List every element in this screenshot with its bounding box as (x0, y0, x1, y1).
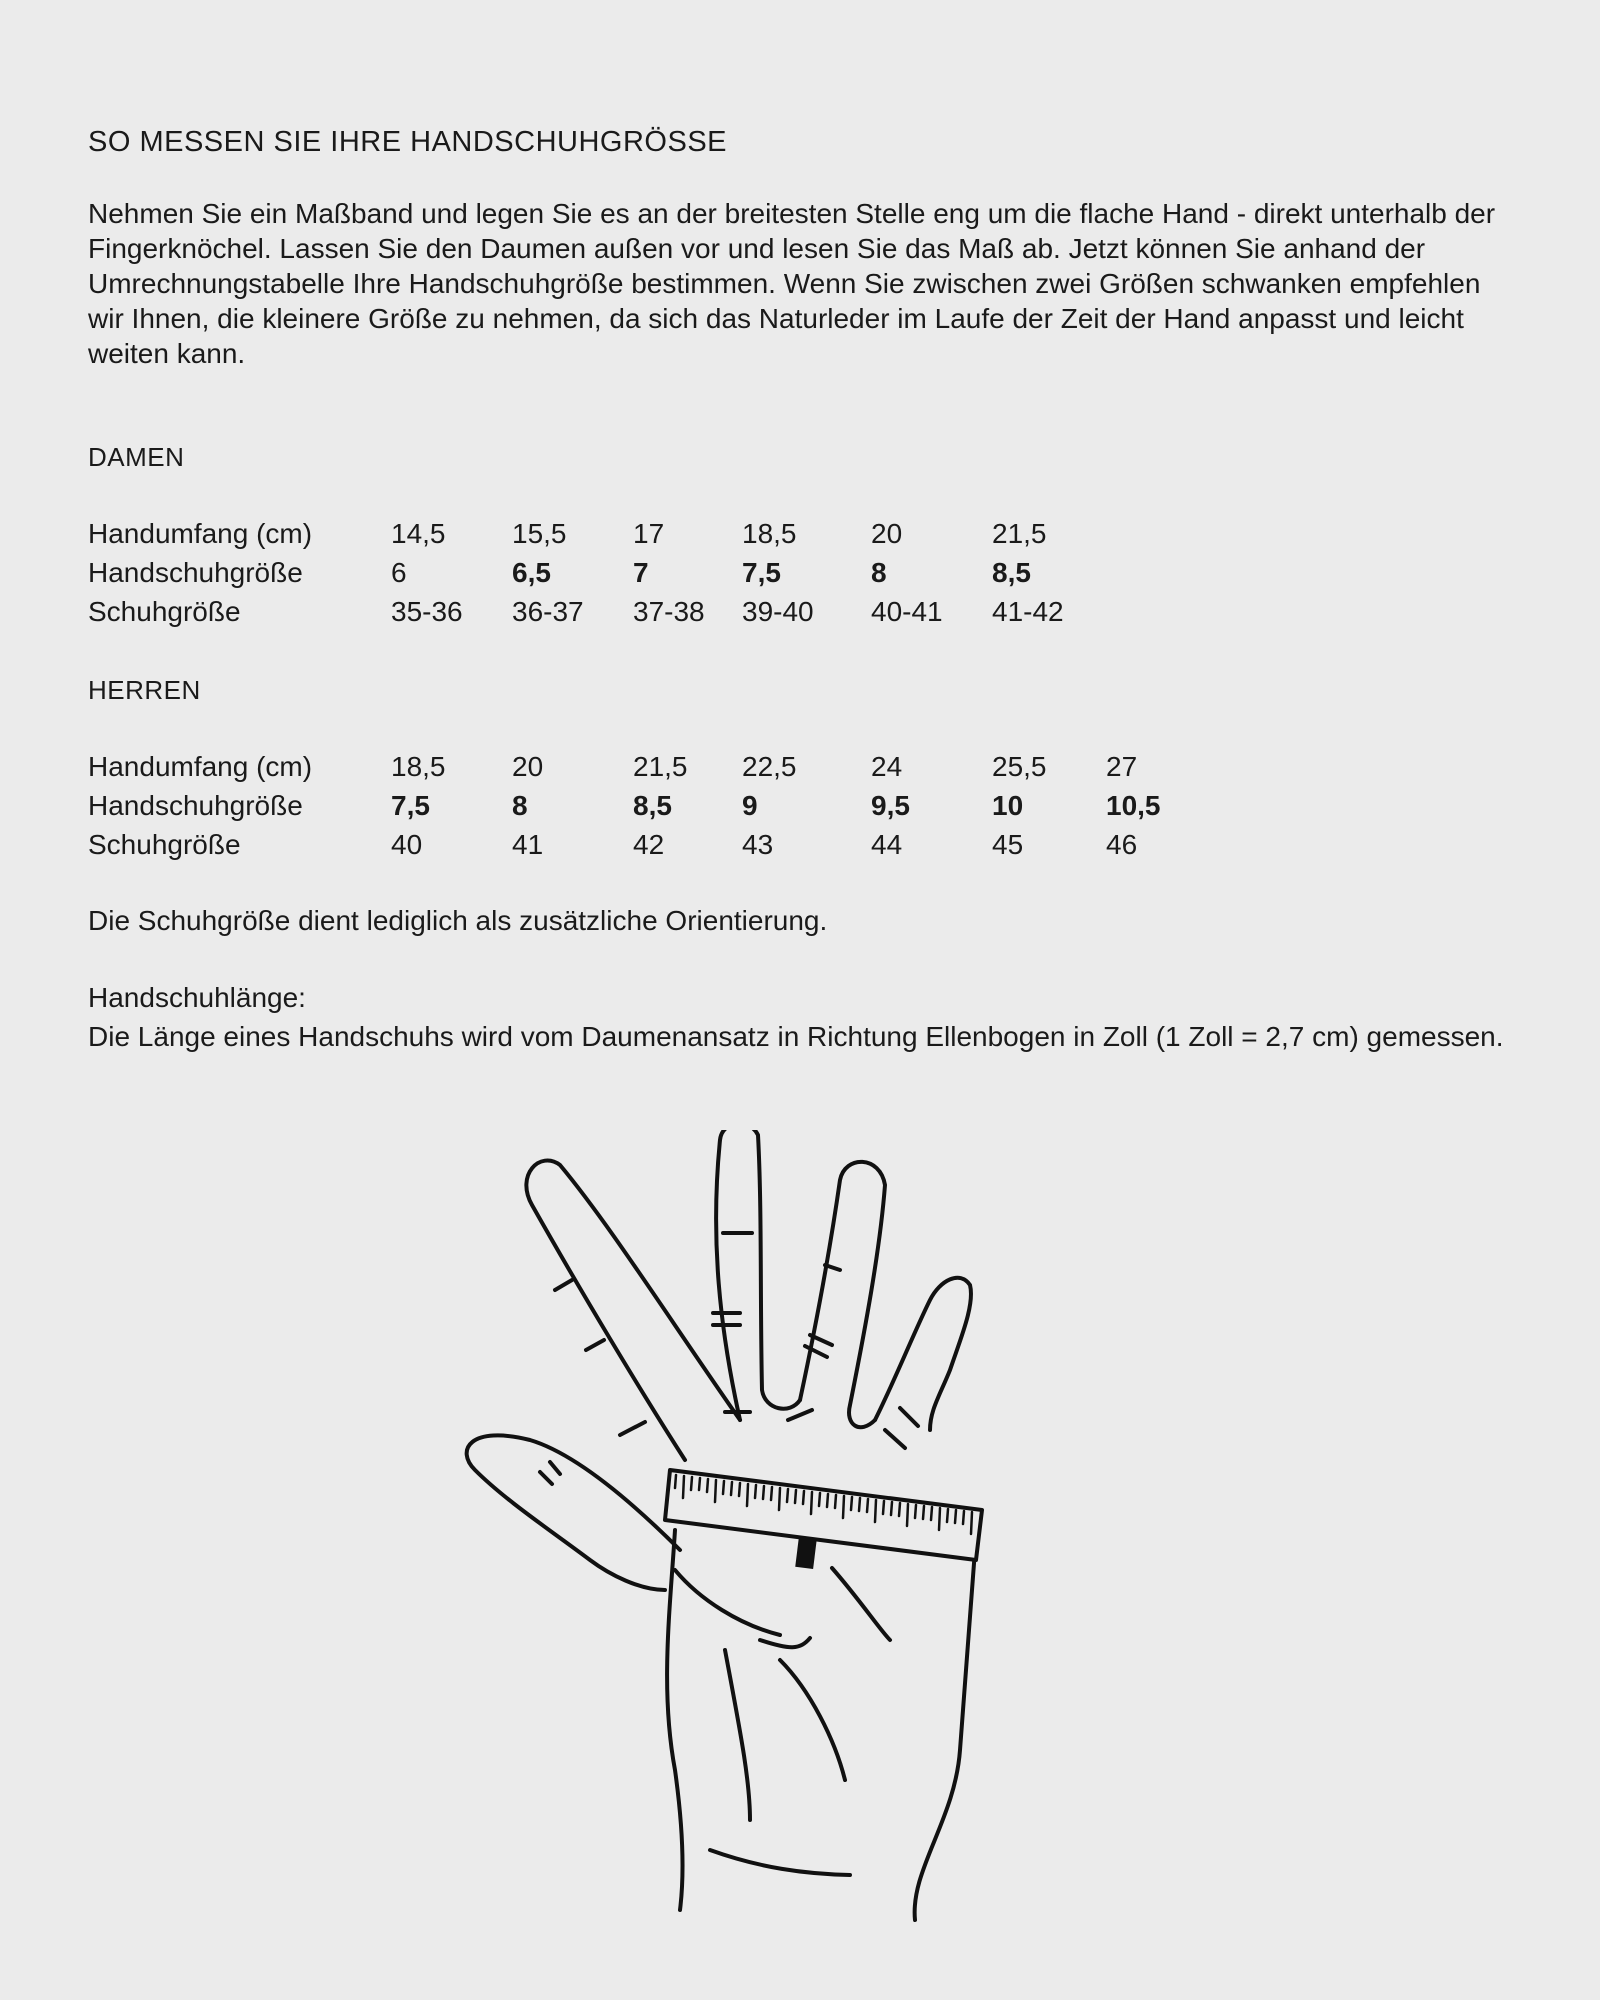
table-cell: 21,5 (633, 750, 688, 782)
table-cell: 42 (633, 828, 665, 860)
table-cell: 18,5 (742, 517, 797, 549)
page-title: SO MESSEN SIE IHRE HANDSCHUHGRÖSSE (88, 126, 727, 158)
table-cell: 22,5 (742, 750, 797, 782)
table-cell: 24 (871, 750, 903, 782)
table-cell: 35-36 (391, 595, 463, 627)
row-label: Handschuhgröße (88, 556, 303, 588)
table-cell: 15,5 (512, 517, 567, 549)
glove-length-text: Die Länge eines Handschuhs wird vom Daumenansatz in Richtung Ellenbogen in Zoll (1 Zoll = 2,7 cm) gemessen. (88, 1021, 1504, 1052)
table-row (88, 786, 1206, 825)
damen-size-table (88, 514, 1106, 631)
table-cell: 41-42 (992, 595, 1064, 627)
table-cell: 8 (871, 556, 887, 588)
glove-length-label: Handschuhlänge: (88, 982, 306, 1013)
table-cell: 43 (742, 828, 774, 860)
table-row (88, 747, 1206, 786)
table-cell: 20 (871, 517, 903, 549)
table-cell: 40-41 (871, 595, 943, 627)
intro-paragraph: Nehmen Sie ein Maßband und legen Sie es an der breitesten Stelle eng um die flache Hand - direkt unterhalb der Fingerknöchel. Lassen Sie den Daumen außen vor und lesen Sie das Maß ab. Jetzt können Sie anhand der Umrechnungstabelle Ihre Handschuhgröße bestimmen. Wenn Sie zwischen zwei Größen schwanken empfehlen wir Ihnen, die kleinere Größe zu nehmen, da sich das Naturleder im Laufe der Zeit der Hand anpasst und leicht weiten kann. (88, 198, 1496, 369)
shoe-size-note: Die Schuhgröße dient lediglich als zusätzliche Orientierung. (88, 905, 828, 936)
table-cell: 44 (871, 828, 903, 860)
table-cell: 21,5 (992, 517, 1047, 549)
table-cell: 8 (512, 789, 528, 821)
table-cell: 7 (633, 556, 649, 588)
table-cell: 46 (1106, 828, 1138, 860)
table-cell: 6,5 (512, 556, 551, 588)
table-cell: 41 (512, 828, 544, 860)
table-cell: 9,5 (871, 789, 910, 821)
row-label: Schuhgröße (88, 828, 241, 860)
table-cell: 14,5 (391, 517, 446, 549)
table-cell: 9 (742, 789, 758, 821)
row-label: Schuhgröße (88, 595, 241, 627)
table-cell: 45 (992, 828, 1024, 860)
table-cell: 37-38 (633, 595, 705, 627)
table-cell: 18,5 (391, 750, 446, 782)
table-cell: 10 (992, 789, 1024, 821)
table-cell: 27 (1106, 750, 1138, 782)
herren-heading: HERREN (88, 675, 201, 705)
table-cell: 36-37 (512, 595, 584, 627)
table-row (88, 592, 1106, 631)
table-cell: 6 (391, 556, 407, 588)
table-row (88, 514, 1106, 553)
table-cell: 8,5 (992, 556, 1031, 588)
table-cell: 25,5 (992, 750, 1047, 782)
table-cell: 17 (633, 517, 665, 549)
table-cell: 39-40 (742, 595, 814, 627)
herren-size-table (88, 747, 1206, 864)
table-cell: 8,5 (633, 789, 672, 821)
table-cell: 20 (512, 750, 544, 782)
table-row (88, 825, 1206, 864)
table-cell: 40 (391, 828, 423, 860)
table-cell: 7,5 (742, 556, 781, 588)
table-cell: 10,5 (1106, 789, 1161, 821)
damen-heading: DAMEN (88, 442, 185, 472)
row-label: Handumfang (cm) (88, 750, 313, 782)
row-label: Handschuhgröße (88, 789, 303, 821)
table-row (88, 553, 1106, 592)
row-label: Handumfang (cm) (88, 517, 313, 549)
hand-with-measuring-tape-icon (460, 1130, 1060, 1930)
table-cell: 7,5 (391, 789, 430, 821)
